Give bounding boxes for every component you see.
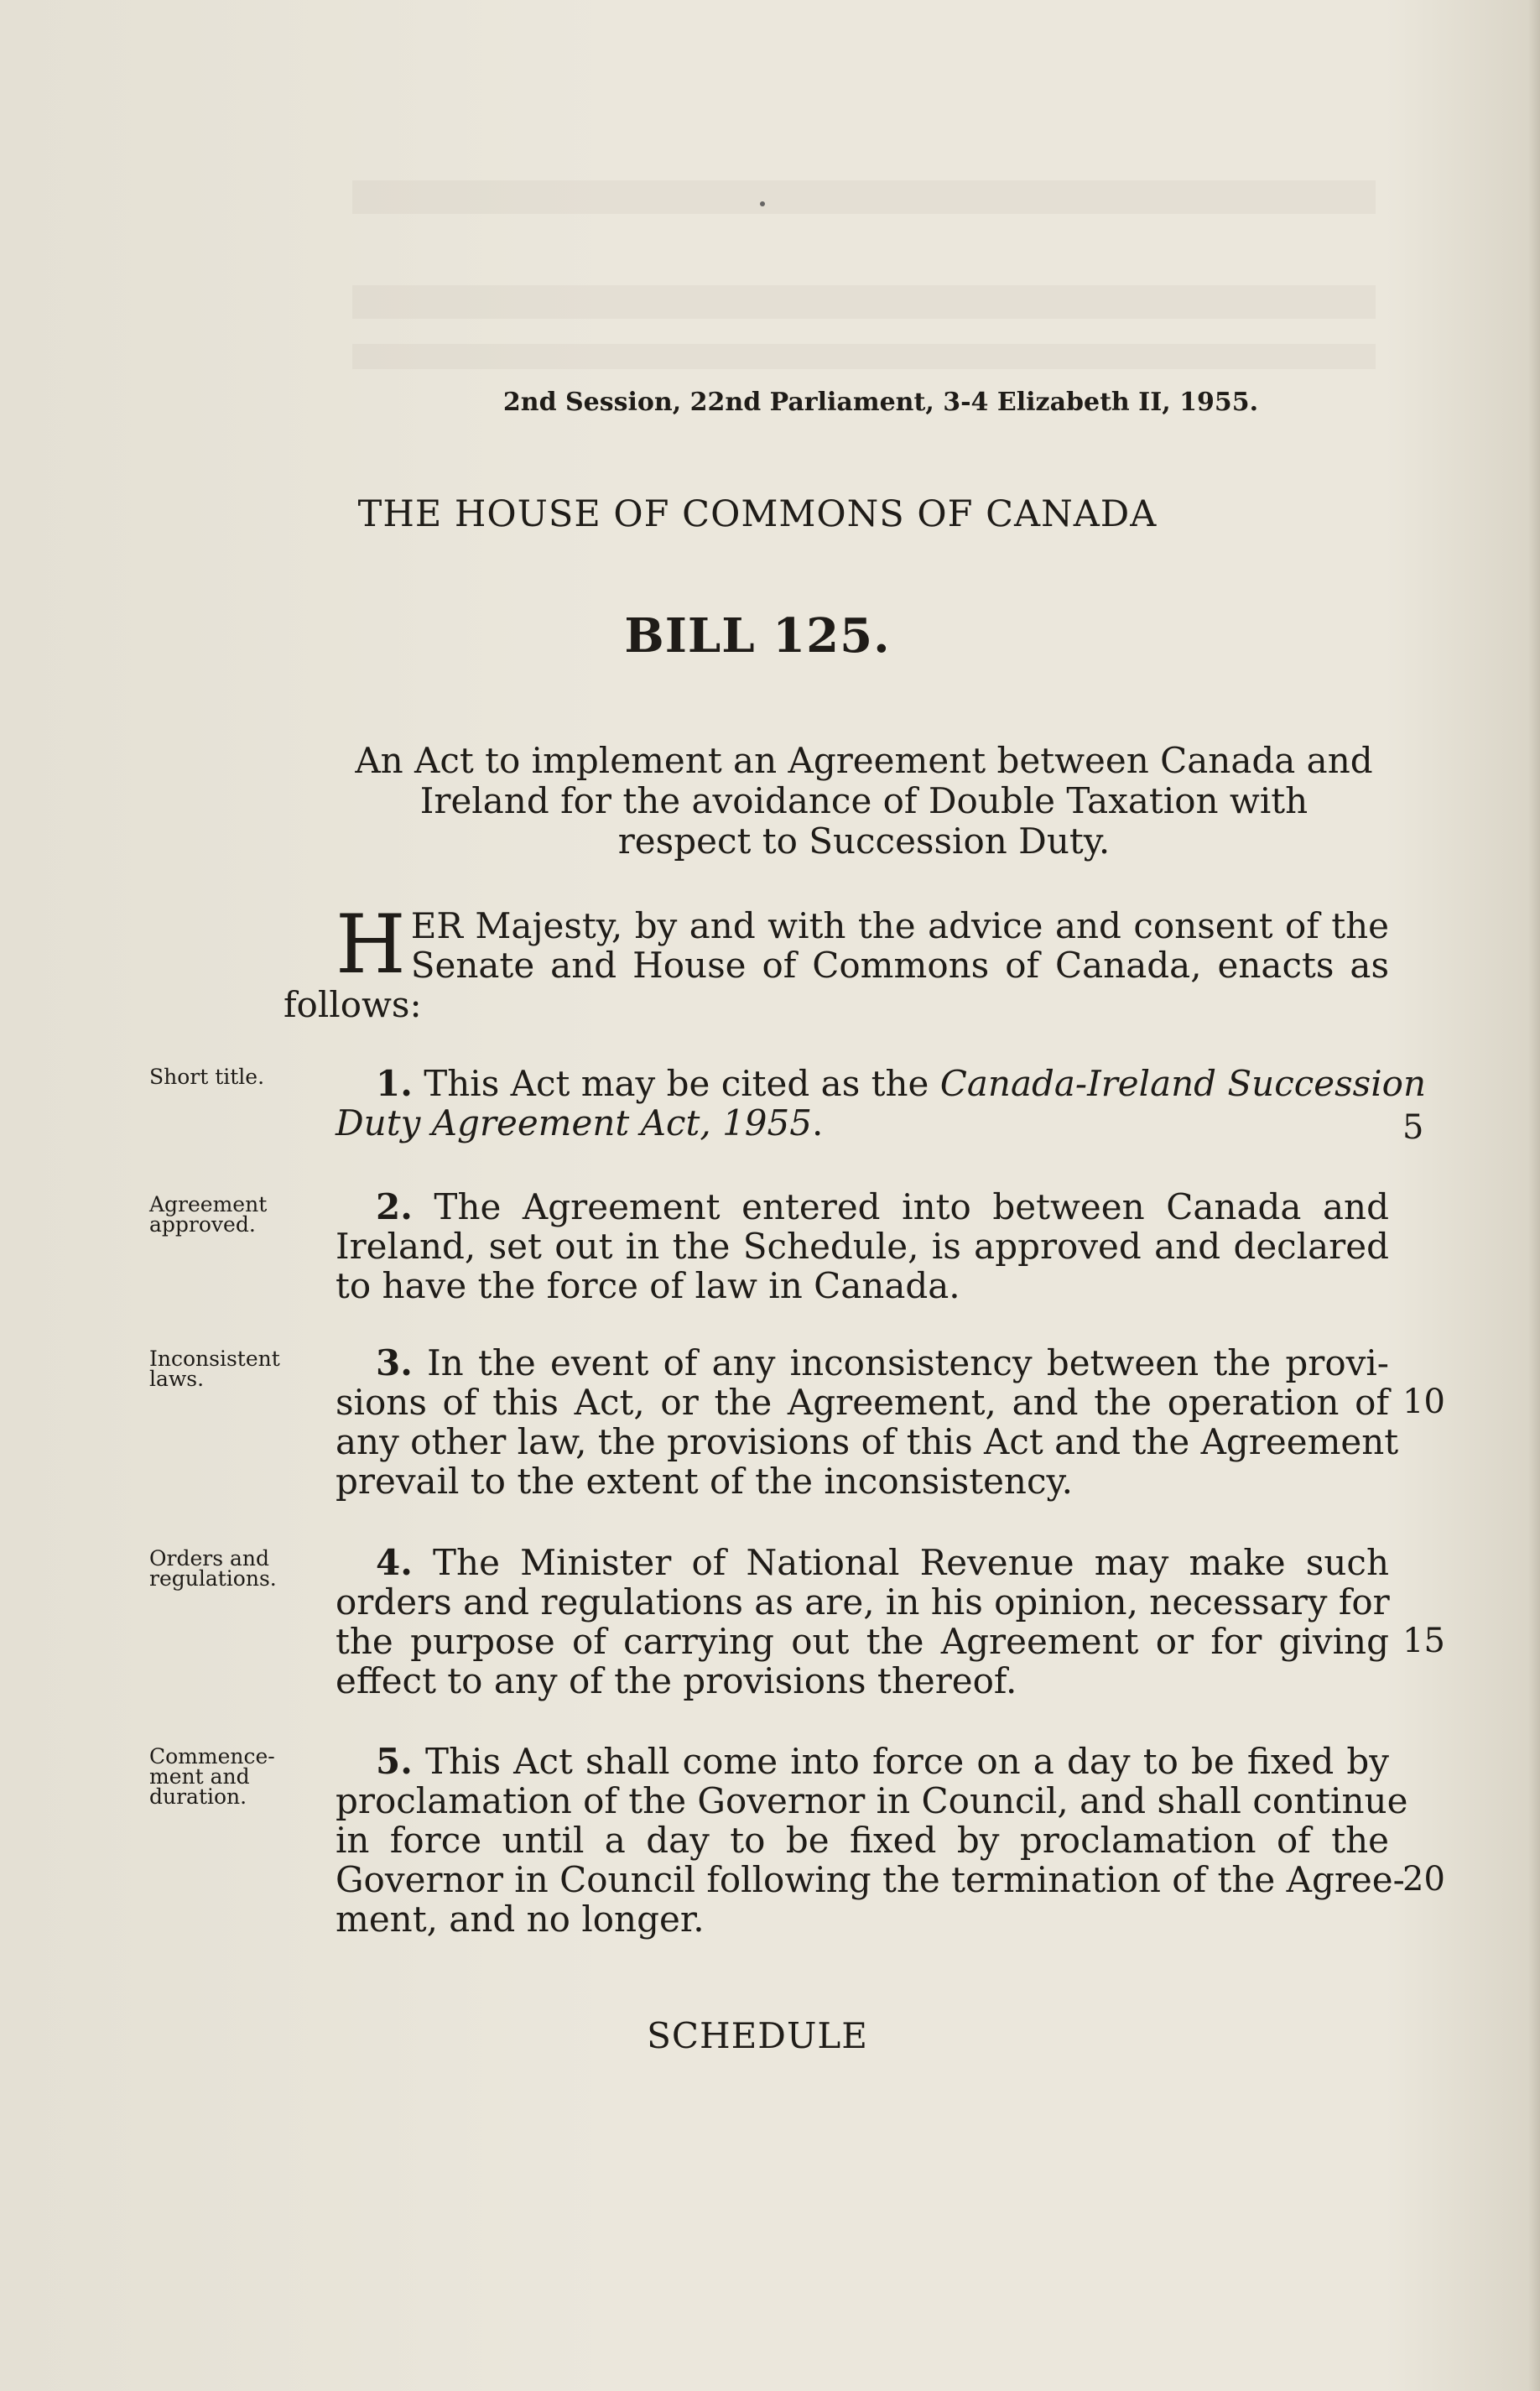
section-text: The Minister of National Revenue may make such — [412, 1542, 1389, 1583]
section-line — [336, 1543, 1389, 1582]
enacting-line: Senate and House of Commons of Canada, enacts as — [410, 945, 1389, 986]
drop-cap: H — [336, 898, 406, 992]
section-line — [336, 1103, 1389, 1143]
section-line: proclamation of the Governor in Council, and shall continue — [336, 1780, 1408, 1821]
section-line: to have the force of law in Canada. — [336, 1265, 960, 1306]
enacting-clause — [284, 898, 1389, 1025]
section-2 — [336, 1187, 1389, 1305]
line-number: 5 — [1402, 1108, 1424, 1147]
line-number: 15 — [1402, 1622, 1445, 1660]
section-number: 2. — [376, 1186, 413, 1227]
section-number: 3. — [376, 1342, 413, 1383]
section-line: orders and regulations as are, in his opinion, necessary for — [336, 1581, 1390, 1623]
line-number: 10 — [1402, 1383, 1445, 1421]
section-line — [336, 1343, 1389, 1383]
bleed-through-2 — [352, 285, 1376, 319]
bill-number: BILL 125. — [624, 608, 891, 664]
act-short-title: Canada-Ireland Succession — [939, 1063, 1426, 1104]
section-line — [336, 1742, 1389, 1781]
section-line: sions of this Act, or the Agreement, and the operation of — [336, 1382, 1389, 1423]
long-title — [336, 741, 1392, 862]
bleed-through-3 — [352, 344, 1376, 369]
margin-note-orders-regulations: Orders and regulations. — [149, 1546, 277, 1591]
section-5 — [336, 1741, 1408, 1940]
long-title-line: An Act to implement an Agreement between Canada and — [355, 740, 1373, 781]
section-number: 5. — [376, 1741, 413, 1782]
margin-note-commencement-duration: Commence-ment and duration. — [149, 1744, 275, 1809]
session-line: 2nd Session, 22nd Parliament, 3-4 Elizabeth II, 1955. — [502, 388, 1259, 417]
enacting-line: ER Majesty, by and with the advice and consent of the — [410, 905, 1389, 946]
margin-note-agreement-approved: Agreement approved. — [149, 1192, 268, 1237]
section-text: The Agreement entered into between Canada and — [412, 1186, 1389, 1227]
section-line: ment, and no longer. — [336, 1899, 705, 1940]
bleed-through-1 — [352, 180, 1376, 214]
section-1 — [336, 1063, 1426, 1143]
section-text: This Act may be cited as the — [412, 1063, 940, 1104]
enacting-line: follows: — [284, 984, 422, 1025]
section-3 — [336, 1342, 1399, 1502]
section-line: effect to any of the provisions thereof. — [336, 1660, 1017, 1701]
act-short-title: Duty Agreement Act, 1955 — [336, 1102, 812, 1143]
section-number: 1. — [376, 1063, 413, 1104]
section-line — [336, 1187, 1389, 1227]
margin-note-inconsistent-laws: Inconsistent laws. — [149, 1347, 280, 1391]
long-title-line: Ireland for the avoidance of Double Taxation with — [419, 780, 1308, 821]
line-number: 20 — [1402, 1860, 1445, 1899]
section-line: Governor in Council following the termination of the Agree- — [336, 1859, 1405, 1900]
section-line: Ireland, set out in the Schedule, is approved and declared — [336, 1226, 1389, 1267]
section-line — [336, 1063, 1426, 1104]
section-number: 4. — [376, 1542, 413, 1583]
section-text: . — [811, 1102, 824, 1143]
margin-note-short-title: Short title. — [149, 1065, 265, 1089]
schedule-heading: SCHEDULE — [647, 2015, 868, 2056]
section-4 — [336, 1543, 1389, 1701]
section-line: the purpose of carrying out the Agreement or for giving — [336, 1621, 1389, 1662]
section-text: This Act shall come into force on a day to be fixed by — [412, 1741, 1389, 1782]
section-text: In the event of any inconsistency between the provi- — [412, 1342, 1389, 1383]
house-heading: THE HOUSE OF COMMONS OF CANADA — [357, 493, 1158, 535]
section-line: in force until a day to be fixed by proclamation of the — [336, 1820, 1389, 1861]
section-line: any other law, the provisions of this Act and the Agreement — [336, 1421, 1399, 1462]
page-edge-shadow — [1528, 0, 1540, 2391]
section-line: prevail to the extent of the inconsistency. — [336, 1461, 1074, 1502]
long-title-line: respect to Succession Duty. — [617, 820, 1111, 862]
